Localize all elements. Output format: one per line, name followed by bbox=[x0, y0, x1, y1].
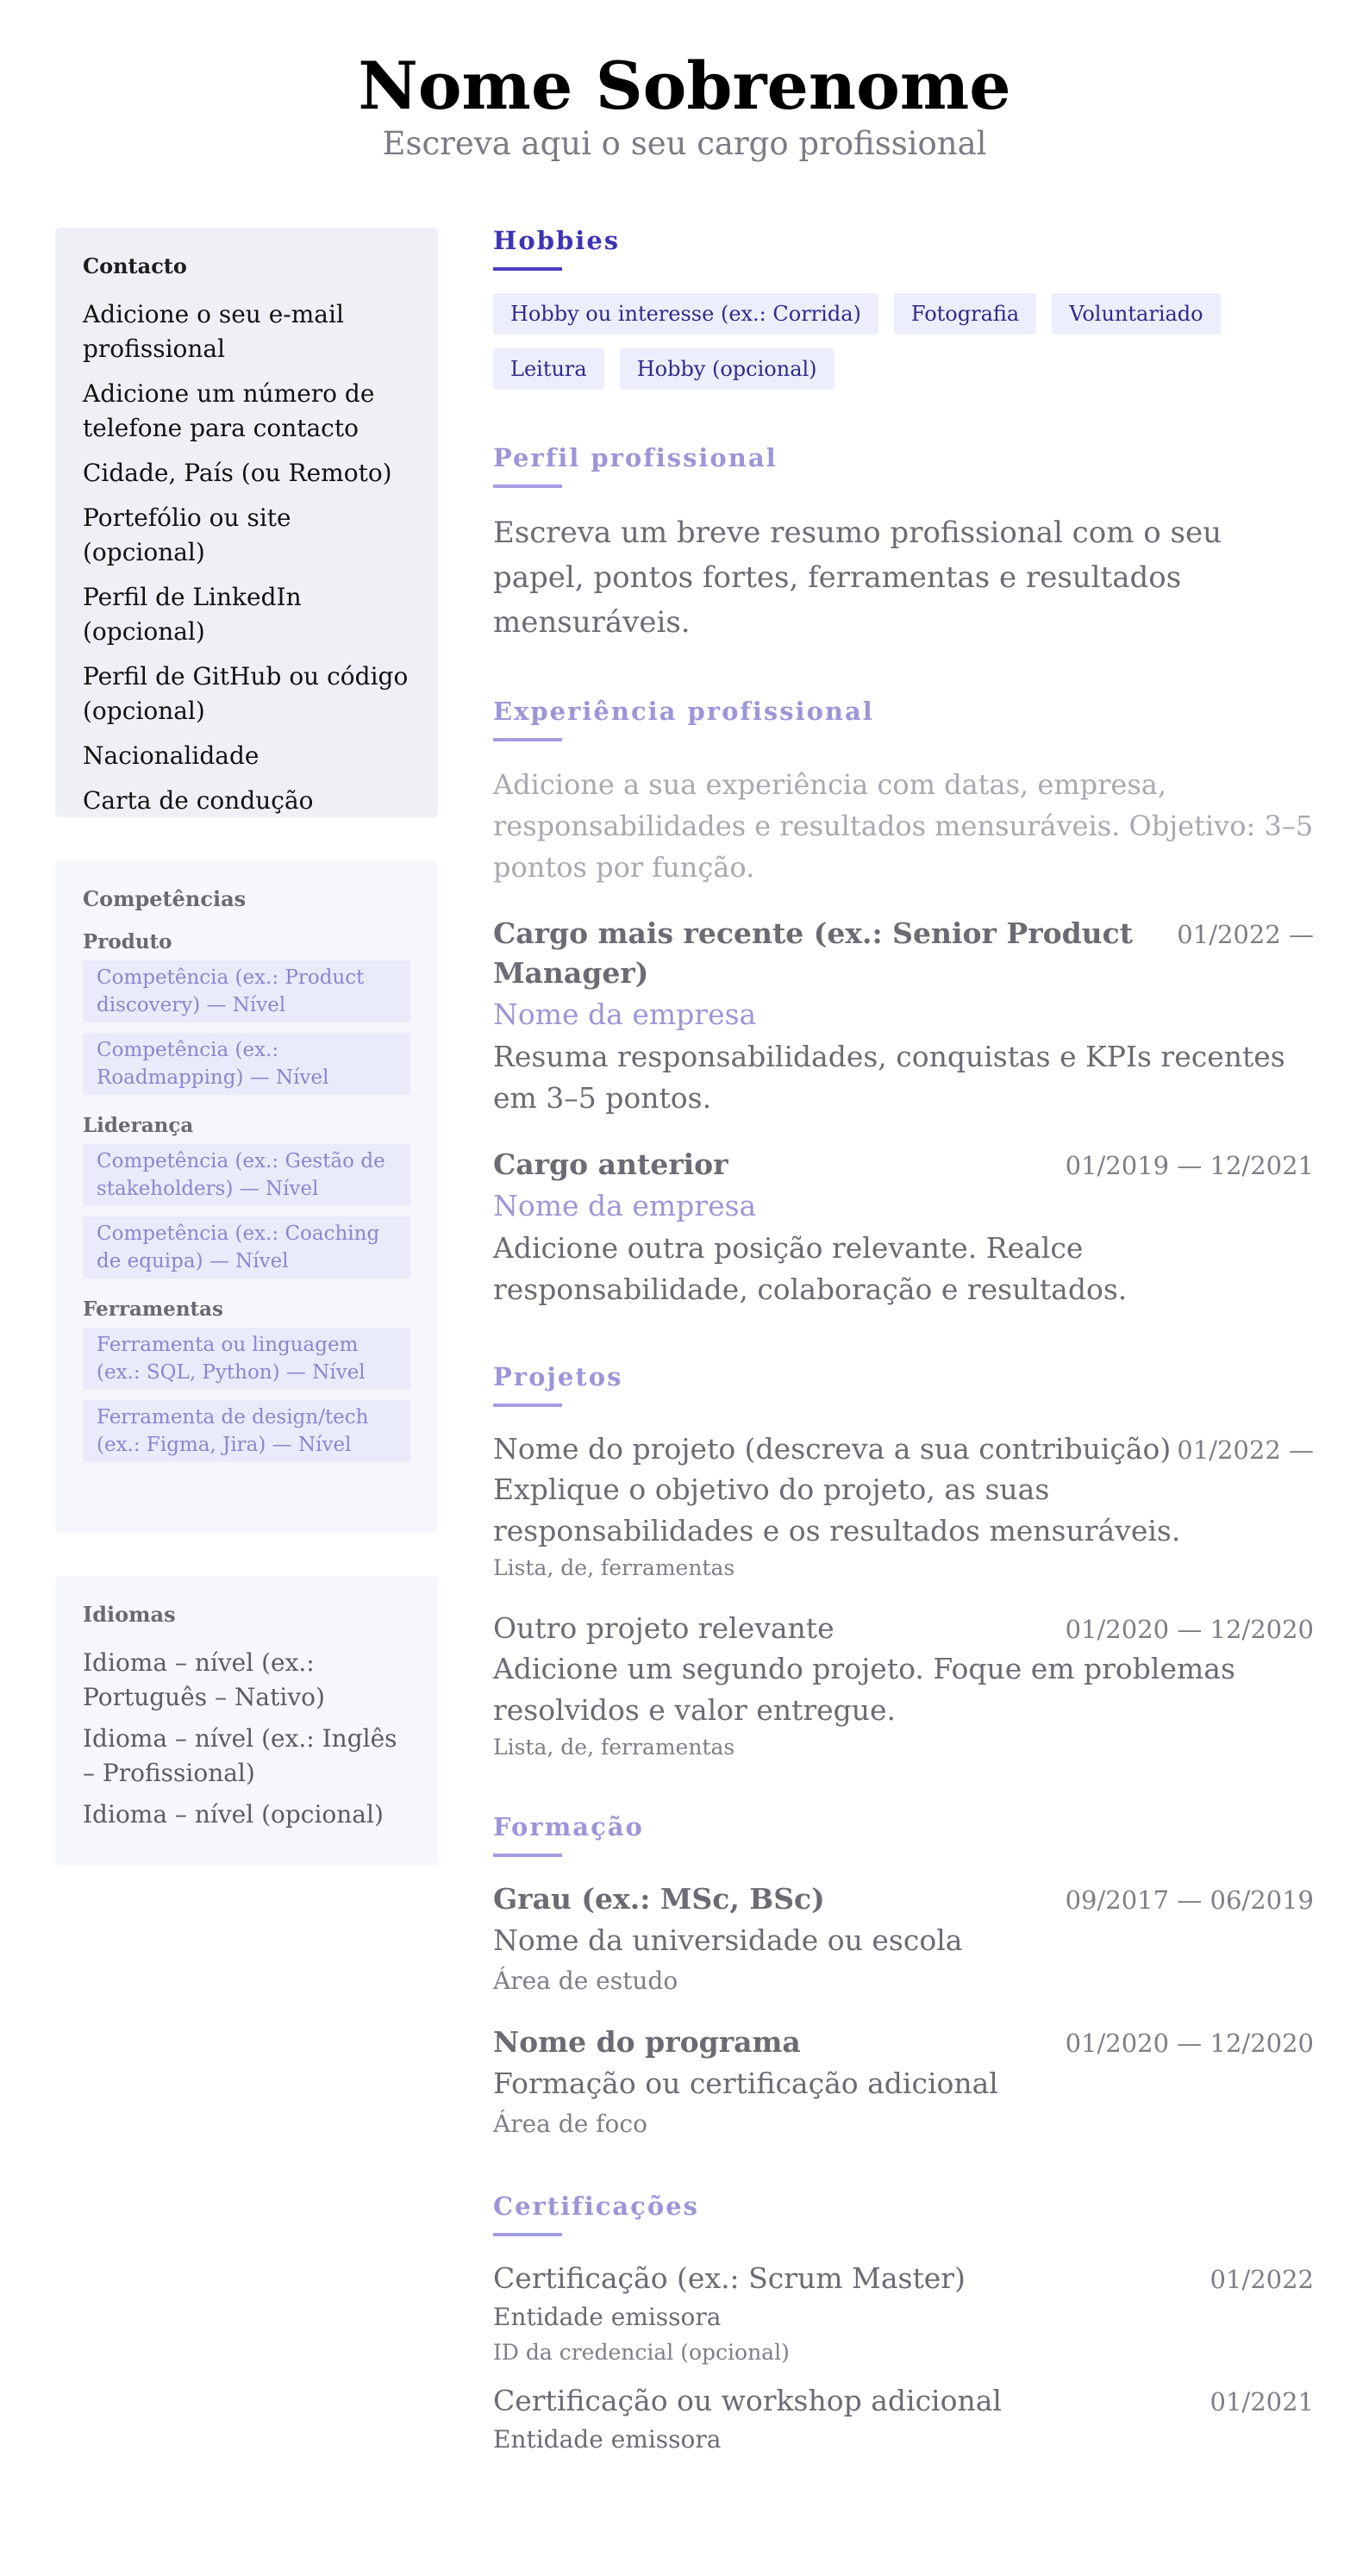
experience-description: Resuma responsabilidades, conquistas e KPIs recentes em 3–5 pontos. bbox=[493, 1040, 1285, 1115]
experience-entry bbox=[493, 914, 1314, 1119]
language-item: Idioma – nível (ex.: Inglês – Profissional) bbox=[83, 1724, 397, 1787]
main-column bbox=[493, 226, 1314, 2459]
language-item: Idioma – nível (opcional) bbox=[83, 1800, 384, 1829]
languages-title: Idiomas bbox=[83, 1602, 176, 1627]
experience-role: Cargo anterior bbox=[493, 1147, 728, 1181]
education-degree: Grau (ex.: MSc, BSc) bbox=[493, 1882, 825, 1916]
skill-item: Ferramenta de design/tech (ex.: Figma, Jira) — Nível bbox=[83, 1400, 410, 1462]
contact-driving-license: Carta de condução bbox=[83, 786, 314, 815]
contact-phone: Adicione um número de telefone para contacto bbox=[83, 379, 375, 442]
hobbies-title: Hobbies bbox=[493, 226, 621, 255]
skills-card bbox=[55, 860, 438, 1533]
project-dates: 01/2020 — 12/2020 bbox=[1065, 1615, 1314, 1644]
experience-description: Adicione outra posição relevante. Realce responsabilidade, colaboração e resultados. bbox=[493, 1231, 1128, 1306]
experience-dates: 01/2022 — bbox=[1177, 920, 1314, 949]
project-name: Outro projeto relevante bbox=[493, 1611, 835, 1645]
experience-section bbox=[493, 697, 1314, 1310]
hobby-tag: Leitura bbox=[493, 348, 604, 390]
project-description: Explique o objetivo do projeto, as suas responsabilidades e os resultados mensuráveis. bbox=[493, 1472, 1181, 1547]
language-item: Idioma – nível (ex.: Português – Nativo) bbox=[83, 1648, 325, 1711]
certification-entry bbox=[493, 2259, 1314, 2369]
certifications-title: Certificações bbox=[493, 2191, 699, 2221]
certification-name: Certificação (ex.: Scrum Master) bbox=[493, 2261, 966, 2295]
contact-linkedin: Perfil de LinkedIn (opcional) bbox=[83, 583, 302, 646]
project-tools: Lista, de, ferramentas bbox=[493, 1735, 735, 1760]
certification-issuer: Entidade emissora bbox=[493, 2303, 722, 2331]
project-name: Nome do projeto (descreva a sua contribuição) bbox=[493, 1432, 1172, 1466]
section-divider bbox=[493, 1854, 562, 1857]
contact-card bbox=[55, 228, 438, 817]
project-dates: 01/2022 — bbox=[1177, 1435, 1314, 1465]
hobby-tag: Voluntariado bbox=[1052, 293, 1220, 335]
experience-company: Nome da empresa bbox=[493, 997, 757, 1031]
projects-title: Projetos bbox=[493, 1362, 623, 1391]
certification-entry bbox=[493, 2381, 1314, 2459]
sidebar bbox=[55, 228, 438, 1866]
resume-header bbox=[0, 45, 1369, 166]
contact-title: Contacto bbox=[83, 253, 187, 278]
section-divider bbox=[493, 267, 562, 271]
education-school: Nome da universidade ou escola bbox=[493, 1923, 963, 1957]
education-school: Formação ou certificação adicional bbox=[493, 2066, 998, 2100]
section-divider bbox=[493, 2233, 562, 2236]
education-title: Formação bbox=[493, 1812, 644, 1841]
hobby-tag: Hobby ou interesse (ex.: Corrida) bbox=[493, 293, 878, 335]
contact-location: Cidade, País (ou Remoto) bbox=[83, 459, 392, 487]
experience-company: Nome da empresa bbox=[493, 1189, 757, 1222]
education-dates: 09/2017 — 06/2019 bbox=[1065, 1885, 1314, 1915]
certification-name: Certificação ou workshop adicional bbox=[493, 2384, 1002, 2417]
certification-credential: ID da credencial (opcional) bbox=[493, 2340, 790, 2365]
skill-item: Competência (ex.: Coaching de equipa) — Nível bbox=[83, 1216, 410, 1279]
hobby-tag: Fotografia bbox=[894, 293, 1036, 335]
job-title: Escreva aqui o seu cargo profissional bbox=[382, 125, 987, 162]
project-entry bbox=[493, 1609, 1314, 1764]
experience-dates: 01/2019 — 12/2021 bbox=[1065, 1151, 1314, 1180]
skill-item: Ferramenta ou linguagem (ex.: SQL, Python) — Nível bbox=[83, 1328, 410, 1390]
experience-title: Experiência profissional bbox=[493, 697, 874, 726]
profile-summary: Escreva um breve resumo profissional com o seu papel, pontos fortes, ferramentas e resultados mensuráveis. bbox=[493, 516, 1222, 640]
hobby-tags bbox=[493, 293, 1314, 390]
contact-github: Perfil de GitHub ou código (opcional) bbox=[83, 662, 409, 725]
projects-section bbox=[493, 1362, 1314, 1764]
skill-group-title: Ferramentas bbox=[83, 1297, 224, 1321]
experience-role: Cargo mais recente (ex.: Senior Product Manager) bbox=[493, 916, 1134, 990]
education-section bbox=[493, 1812, 1314, 2143]
certification-date: 01/2021 bbox=[1210, 2387, 1314, 2417]
certification-date: 01/2022 bbox=[1210, 2265, 1314, 2294]
education-degree: Nome do programa bbox=[493, 2025, 801, 2059]
education-field: Área de foco bbox=[493, 2110, 647, 2138]
project-tools: Lista, de, ferramentas bbox=[493, 1555, 735, 1580]
education-field: Área de estudo bbox=[493, 1966, 678, 1995]
person-name: Nome Sobrenome bbox=[358, 47, 1011, 124]
skills-title: Competências bbox=[83, 886, 247, 911]
education-entry bbox=[493, 2023, 1314, 2143]
education-entry bbox=[493, 1879, 1314, 2000]
hobby-tag: Hobby (opcional) bbox=[620, 348, 835, 390]
certification-issuer: Entidade emissora bbox=[493, 2425, 722, 2454]
skill-item: Competência (ex.: Gestão de stakeholders) — Nível bbox=[83, 1144, 410, 1206]
profile-title: Perfil profissional bbox=[493, 443, 778, 472]
skill-group-title: Produto bbox=[83, 930, 172, 953]
skill-item: Competência (ex.: Roadmapping) — Nível bbox=[83, 1033, 410, 1095]
experience-intro: Adicione a sua experiência com datas, empresa, responsabilidades e resultados mensuráveis. Objetivo: 3–5 pontos por função. bbox=[493, 768, 1314, 884]
project-entry bbox=[493, 1429, 1314, 1585]
section-divider bbox=[493, 738, 562, 741]
hobbies-section bbox=[493, 226, 1314, 390]
languages-card bbox=[55, 1576, 438, 1866]
section-divider bbox=[493, 485, 562, 488]
project-description: Adicione um segundo projeto. Foque em problemas resolvidos e valor entregue. bbox=[493, 1652, 1235, 1727]
education-dates: 01/2020 — 12/2020 bbox=[1065, 2029, 1314, 2058]
skill-group-title: Liderança bbox=[83, 1114, 194, 1137]
contact-email: Adicione o seu e-mail profissional bbox=[83, 300, 344, 363]
contact-portfolio: Portefólio ou site (opcional) bbox=[83, 503, 291, 566]
profile-section bbox=[493, 443, 1314, 645]
section-divider bbox=[493, 1404, 562, 1407]
certifications-section bbox=[493, 2191, 1314, 2459]
experience-entry bbox=[493, 1145, 1314, 1310]
skill-item: Competência (ex.: Product discovery) — Nível bbox=[83, 960, 410, 1022]
contact-nationality: Nacionalidade bbox=[83, 741, 259, 770]
